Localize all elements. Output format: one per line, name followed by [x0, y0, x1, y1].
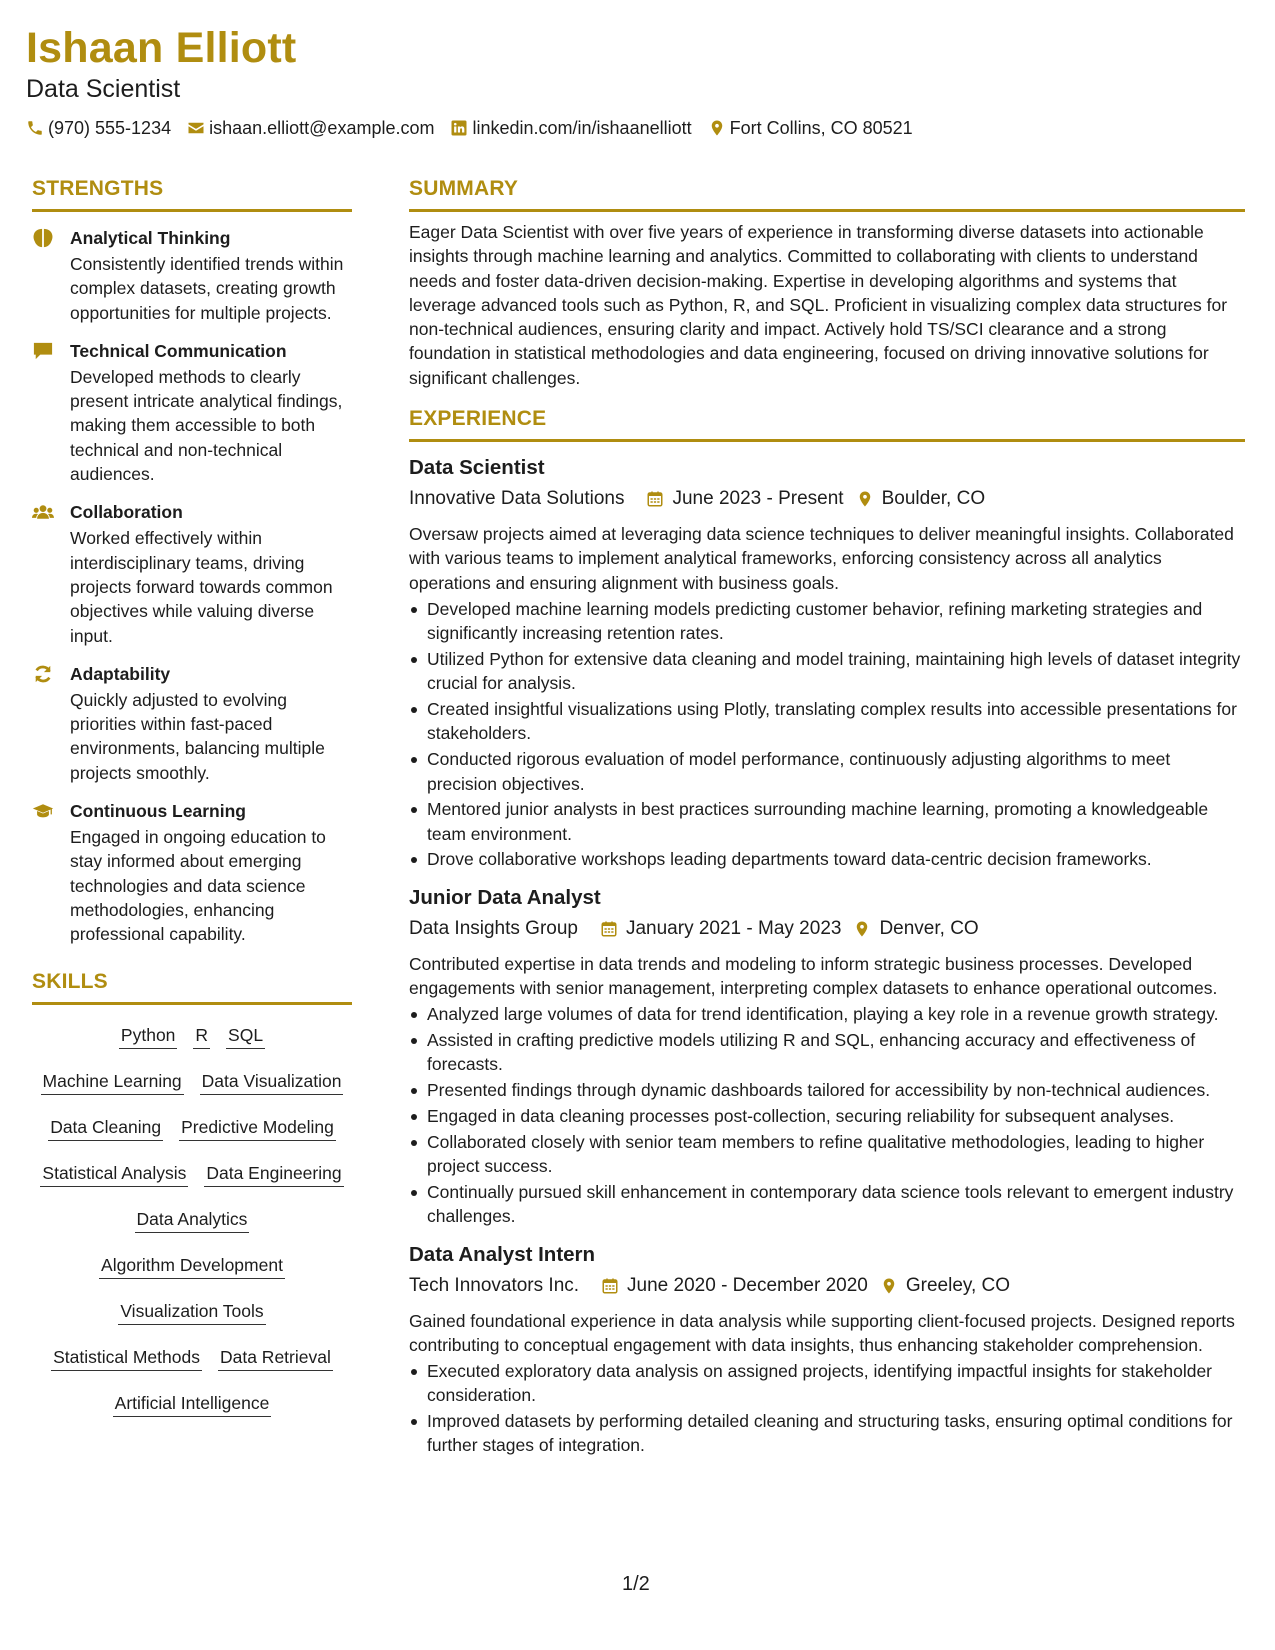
contact-phone[interactable]	[26, 116, 171, 140]
strength-desc: Quickly adjusted to evolving priorities within fast-paced environments, balancing multiple projects smoothly.	[70, 689, 325, 783]
job-company: Innovative Data Solutions	[409, 488, 625, 510]
contact-linkedin[interactable]	[450, 116, 691, 140]
page-indicator: 1/2	[622, 1573, 650, 1595]
email-text: ishaan.elliott@example.com	[209, 118, 435, 138]
strength-title: Technical Communication	[70, 340, 287, 361]
map-pin-icon	[856, 490, 874, 508]
bullet-item: Continually pursued skill enhancement in contemporary data science tools relevant to emergent industry challenges.	[409, 1180, 1245, 1229]
strength-item	[32, 662, 352, 785]
job-location: Denver, CO	[879, 917, 979, 939]
strength-item	[32, 500, 352, 647]
contact-location	[708, 116, 913, 140]
brain-icon	[32, 228, 54, 248]
skill-tag: Data Cleaning	[48, 1115, 163, 1141]
job-title: Data Scientist	[409, 456, 545, 480]
bullet-item: Mentored junior analysts in best practices surrounding machine learning, promoting a knowledgeable team environment.	[409, 797, 1245, 846]
candidate-role: Data Scientist	[26, 75, 181, 103]
skill-tag: Data Retrieval	[218, 1345, 333, 1371]
phone-icon	[26, 119, 44, 137]
skill-tag: Artificial Intelligence	[113, 1391, 272, 1417]
bullet-item: Conducted rigorous evaluation of model performance, continuously adjusting algorithms to meet precision objectives.	[409, 747, 1245, 796]
envelope-icon	[187, 119, 205, 137]
summary-heading: SUMMARY	[409, 174, 1245, 212]
job-location: Boulder, CO	[881, 488, 986, 510]
experience-heading: EXPERIENCE	[409, 404, 1245, 442]
skill-tag: Statistical Methods	[51, 1345, 202, 1371]
strength-title: Collaboration	[70, 502, 183, 523]
job-bullets	[409, 1359, 1245, 1458]
skill-tag: Algorithm Development	[99, 1253, 285, 1279]
skill-tag: Data Analytics	[135, 1207, 250, 1233]
strength-desc: Developed methods to clearly present intricate analytical findings, making them accessible to both technical and non-technical audiences.	[70, 366, 343, 485]
bullet-item: Improved datasets by performing detailed cleaning and structuring tasks, ensuring optimal conditions for further stages of integration.	[409, 1409, 1245, 1458]
job-entry	[409, 884, 1245, 1229]
candidate-name: Ishaan Elliott	[26, 24, 297, 72]
calendar-icon	[601, 1277, 619, 1295]
job-description: Gained foundational experience in data analysis while supporting client-focused projects. Designed reports contributing to conceptual engagement with data insights, thus enhancing stakeholder comprehension.	[409, 1310, 1235, 1355]
linkedin-icon	[450, 119, 468, 137]
strengths-heading: STRENGTHS	[32, 174, 352, 212]
skill-tag: SQL	[226, 1023, 265, 1049]
skills-list	[32, 1023, 352, 1417]
refresh-icon	[32, 664, 54, 684]
bullet-item: Presented findings through dynamic dashboards tailored for accessibility by non-technical audiences.	[409, 1078, 1245, 1102]
contact-bar	[26, 116, 1246, 140]
strength-item	[32, 799, 352, 946]
job-dates: June 2020 - December 2020	[627, 1274, 868, 1296]
job-title: Junior Data Analyst	[409, 885, 601, 909]
bullet-item: Drove collaborative workshops leading departments toward data-centric decision frameworks.	[409, 847, 1245, 871]
strength-title: Adaptability	[70, 663, 171, 684]
bullet-item: Collaborated closely with senior team members to refine qualitative methodologies, leading to higher project success.	[409, 1130, 1245, 1179]
skill-tag: R	[193, 1023, 210, 1049]
location-text: Fort Collins, CO 80521	[729, 118, 913, 138]
resume-header	[26, 22, 1246, 140]
map-pin-icon	[708, 119, 726, 137]
job-entry	[409, 454, 1245, 872]
job-bullets	[409, 597, 1245, 872]
map-pin-icon	[853, 920, 871, 938]
job-description: Oversaw projects aimed at leveraging data science techniques to deliver meaningful insights. Collaborated with various teams to implement analytical frameworks, enforcing consistency across all analytics operations and ensuring alignment with business goals.	[409, 524, 1234, 593]
skill-tag: Data Engineering	[204, 1161, 343, 1187]
contact-email[interactable]	[187, 116, 434, 140]
summary-text: Eager Data Scientist with over five years of experience in transforming diverse datasets into actionable insights through machine learning and analytics. Committed to collaborating with clients to understand needs and foster data-driven decision-making. Expertise in developing algorithms and systems that leverage advanced tools such as Python, R, and SQL. Proficient in visualizing complex data structures for non-technical audiences, ensuring clarity and impact. Actively hold TS/SCI clearance and a strong foundation in statistical methodologies and data engineering, focused on driving innovative solutions for significant challenges.	[409, 222, 1228, 388]
speech-bubble-icon	[32, 341, 54, 361]
strength-desc: Consistently identified trends within complex datasets, creating growth opportunities for multiple projects.	[70, 254, 344, 323]
strength-item	[32, 226, 352, 325]
skills-heading: SKILLS	[32, 967, 352, 1005]
calendar-icon	[646, 490, 664, 508]
users-icon	[32, 502, 54, 522]
skill-tag: Statistical Analysis	[40, 1161, 188, 1187]
skill-tag: Visualization Tools	[118, 1299, 265, 1325]
map-pin-icon	[880, 1277, 898, 1295]
job-bullets	[409, 1002, 1245, 1228]
job-title: Data Analyst Intern	[409, 1242, 596, 1266]
job-meta	[409, 914, 1245, 944]
right-column	[409, 174, 1245, 1459]
skill-tag: Machine Learning	[41, 1069, 184, 1095]
bullet-item: Utilized Python for extensive data cleaning and model training, maintaining high levels of dataset integrity crucial for analysis.	[409, 647, 1245, 696]
bullet-item: Analyzed large volumes of data for trend identification, playing a key role in a revenue growth strategy.	[409, 1002, 1245, 1026]
job-dates: January 2021 - May 2023	[625, 917, 842, 939]
job-location: Greeley, CO	[905, 1274, 1011, 1296]
skill-tag: Predictive Modeling	[179, 1115, 336, 1141]
skill-tag: Data Visualization	[200, 1069, 344, 1095]
calendar-icon	[600, 920, 618, 938]
phone-text: (970) 555-1234	[48, 118, 172, 138]
job-meta	[409, 1271, 1245, 1301]
job-dates: June 2023 - Present	[672, 488, 844, 510]
bullet-item: Executed exploratory data analysis on assigned projects, identifying impactful insights for stakeholder consideration.	[409, 1359, 1245, 1408]
strength-desc: Engaged in ongoing education to stay informed about emerging technologies and data science methodologies, enhancing professional capability.	[70, 827, 326, 945]
bullet-item: Assisted in crafting predictive models utilizing R and SQL, enhancing accuracy and effectiveness of forecasts.	[409, 1028, 1245, 1077]
bullet-item: Engaged in data cleaning processes post-collection, securing reliability for subsequent analyses.	[409, 1104, 1245, 1128]
strength-desc: Worked effectively within interdisciplinary teams, driving projects forward towards common objectives while valuing diverse input.	[70, 528, 333, 646]
bullet-item: Created insightful visualizations using Plotly, translating complex results into accessible presentations for stakeholders.	[409, 697, 1245, 746]
job-company: Tech Innovators Inc.	[409, 1274, 580, 1296]
skill-tag: Python	[119, 1023, 177, 1049]
linkedin-text: linkedin.com/in/ishaanelliott	[472, 118, 692, 138]
job-description: Contributed expertise in data trends and modeling to inform strategic business processes. Developed engagements with senior management, interpreting complex datasets to enhance operational outcomes.	[409, 953, 1218, 999]
job-company: Data Insights Group	[409, 917, 578, 939]
strength-title: Continuous Learning	[70, 801, 246, 822]
left-column	[32, 174, 352, 1417]
strength-item	[32, 339, 352, 486]
job-entry	[409, 1241, 1245, 1458]
bullet-item: Developed machine learning models predicting customer behavior, refining marketing strategies and significantly increasing retention rates.	[409, 597, 1245, 646]
strength-title: Analytical Thinking	[70, 228, 231, 248]
job-meta	[409, 484, 1245, 514]
graduation-cap-icon	[32, 801, 54, 821]
